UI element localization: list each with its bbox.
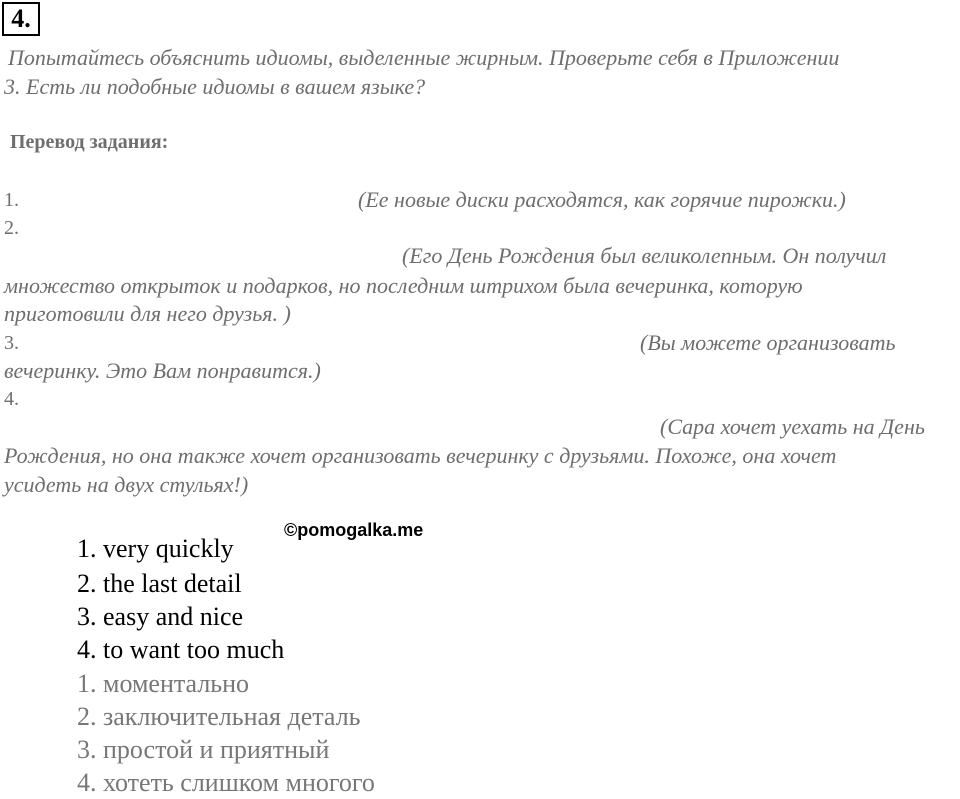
answer-ru-3: 3. простой и приятный <box>77 735 330 764</box>
item-2-text-line-1: (Его День Рождения был великолепным. Он получил <box>402 243 887 268</box>
answer-en-4: 4. to want too much <box>77 635 285 664</box>
item-2-text-line-2: множество открыток и подарков, но последним штрихом была вечеринка, которую <box>4 273 803 298</box>
item-4-text-line-3: усидеть на двух стульях!) <box>4 472 249 497</box>
answer-ru-2: 2. заключительная деталь <box>77 702 361 731</box>
answer-en-2: 2. the last detail <box>77 569 242 598</box>
item-4-number: 4. <box>4 388 19 410</box>
item-3-text-line-1: (Вы можете организовать <box>640 330 896 355</box>
instruction-line-2: 3. Есть ли подобные идиомы в вашем языке? <box>4 74 426 99</box>
item-2-number: 2. <box>4 217 19 239</box>
watermark: ©pomogalka.me <box>284 520 424 540</box>
item-1-text-line-1: (Ее новые диски расходятся, как горячие пирожки.) <box>358 187 846 212</box>
answer-ru-1: 1. моментально <box>77 669 250 698</box>
item-3-text-line-2: вечеринку. Это Вам понравится.) <box>4 358 321 383</box>
answer-en-3: 3. easy and nice <box>77 602 244 631</box>
answer-en-1: 1. very quickly <box>77 534 234 563</box>
item-2-text-line-3: приготовили для него друзья. ) <box>4 301 291 326</box>
item-4-text-line-2: Рождения, но она также хочет организовать вечеринку с друзьями. Похоже, она хочет <box>4 443 837 468</box>
item-4-text-line-1: (Сара хочет уехать на День <box>660 414 925 439</box>
task-number: 4. <box>2 2 40 36</box>
item-3-number: 3. <box>4 332 19 354</box>
item-1-number: 1. <box>4 189 19 211</box>
answer-ru-4: 4. хотеть слишком многого <box>77 768 375 797</box>
instruction-line-1: Попытайтесь объяснить идиомы, выделенные жирным. Проверьте себя в Приложении <box>8 45 840 70</box>
translation-heading: Перевод задания: <box>10 131 169 153</box>
